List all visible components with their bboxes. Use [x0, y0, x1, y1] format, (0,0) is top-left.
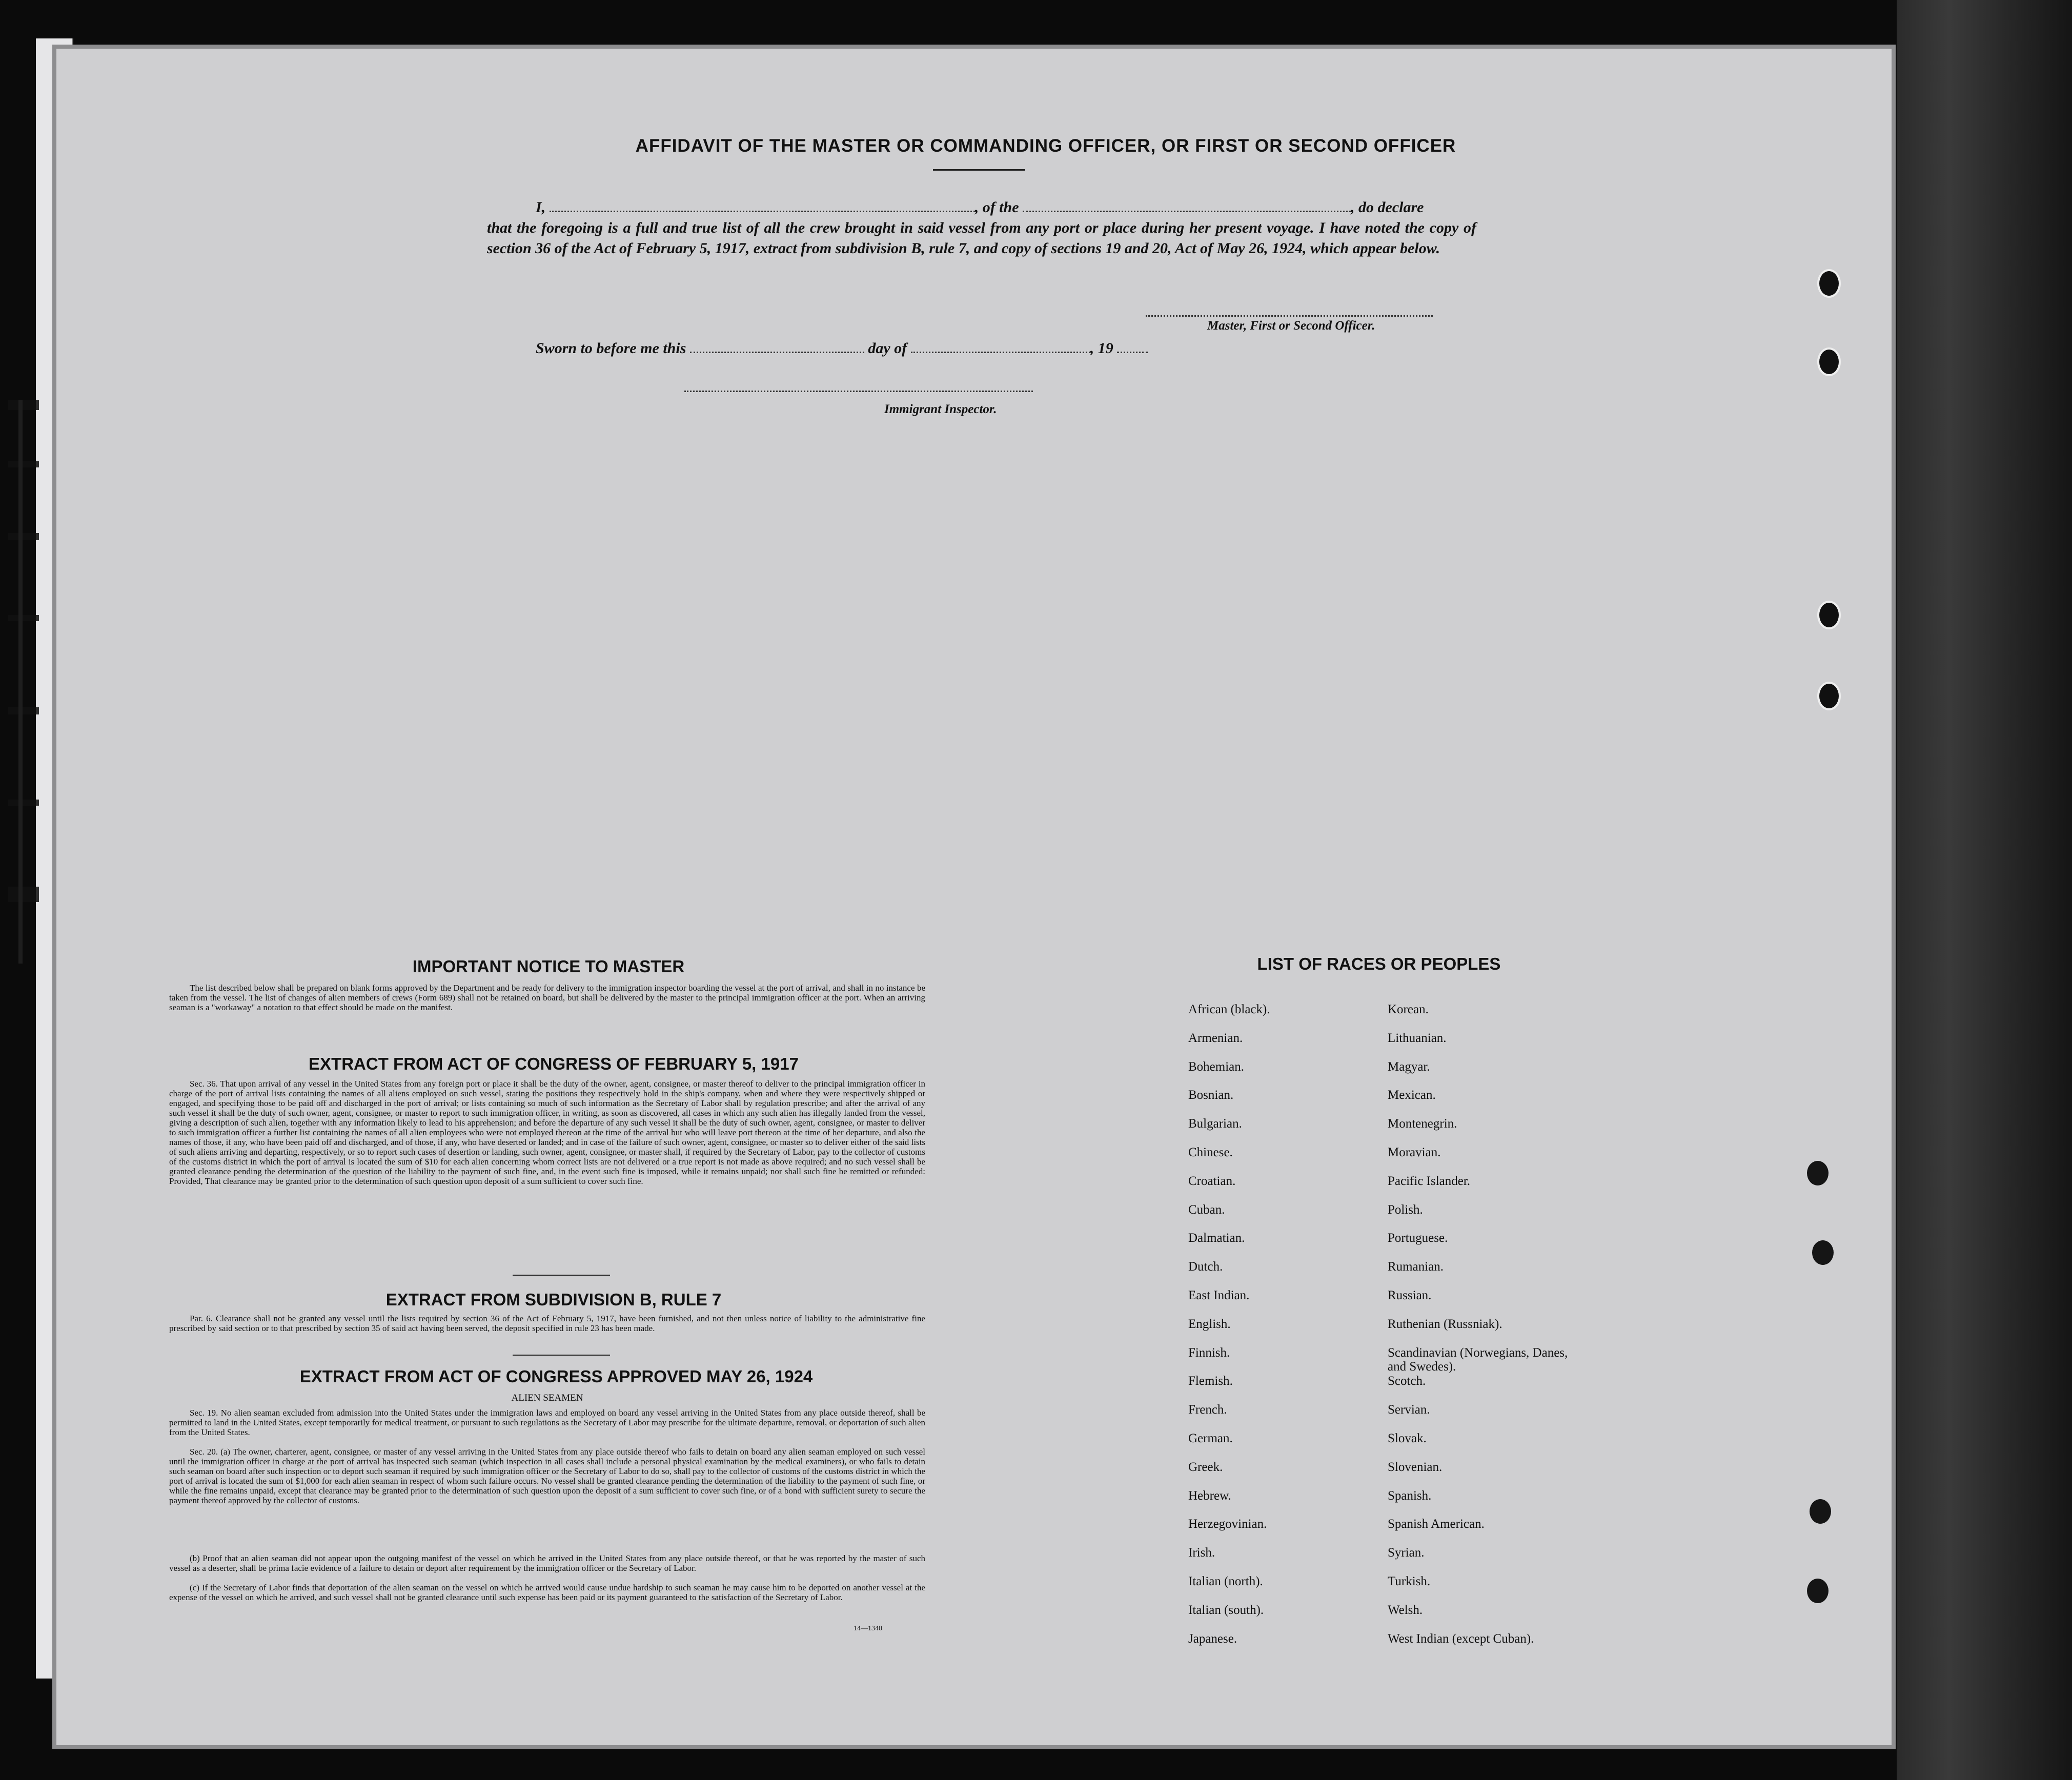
inspector-label: Immigrant Inspector. [884, 402, 997, 416]
binder-hole [1812, 1240, 1834, 1265]
sworn-year-blank [1117, 340, 1148, 353]
inspector-signature-line [684, 390, 1033, 392]
race-item: Bulgarian. [1188, 1117, 1242, 1131]
sworn-day-blank [690, 340, 864, 353]
race-item: Servian. [1388, 1403, 1430, 1417]
name-blank [550, 199, 975, 212]
race-item: French. [1188, 1403, 1227, 1417]
races-title: LIST OF RACES OR PEOPLES [1257, 954, 1501, 973]
notice-title: IMPORTANT NOTICE TO MASTER [412, 957, 685, 976]
binder-hole [1817, 682, 1841, 710]
extract-1917-text: Sec. 36. That upon arrival of any vessel in the United States from any foreign port or place it shall be the duty of the owner, agent, consignee, or master thereof to deliver to the principal immigration officer in charge of the port of arrival lists containing the names of all aliens employed on such vessel, stating the positions they respectively hold in the ship's company, when and where they were respectively shipped or engaged, and specifying those to be paid off and discharged in the port of arrival; or lists containing so much of such information as the Secretary of Labor shall by regulation prescribe; and after the arrival of any such vessel it shall be the duty of such owner, agent, consignee, or master to report to such immigration officer, in writing, as soon as discovered, all cases in which any such alien has illegally landed from the vessel, giving a description of such alien, together with any information likely to lead to his apprehension; and before the departure of any such vessel it shall be the duty of such owner, agent, consignee, or master to deliver to such immigration officer a further list containing the names of all alien employees who were not employed thereon at the time of the arrival but who will leave port thereon at the time of her departure, and also the names of those, if any, who have been paid off and discharged, and of those, if any, who have deserted or landed; and in case of the failure of such owner, agent, consignee, or master so to deliver either of the said lists of such aliens arriving and departing, respectively, or so to report such cases of desertion or landing, such owner, agent, consignee, or master shall, if required by the Secretary of Labor, pay to the collector of customs of the customs district in which the port of arrival is located the sum of $10 for each alien concerning whom correct lists are not delivered or a true report is not made as above required; and no such vessel shall be granted clearance pending the determination of the question of the liability to the payment of such fine, and, in the event such fine is imposed, while it remains unpaid; nor shall such fine be remitted or refunded: Provided, That clearance may be granted prior to the determination of such question upon deposit of a sum sufficient to cover such fine. [169, 1079, 925, 1186]
race-item: Finnish. [1188, 1345, 1230, 1360]
race-item: Spanish American. [1388, 1517, 1485, 1531]
race-item: Spanish. [1388, 1488, 1432, 1503]
race-item: Scandinavian (Norwegians, Danes, and Swedes). [1388, 1345, 1568, 1374]
race-item: Pacific Islander. [1388, 1174, 1471, 1188]
race-item: Armenian. [1188, 1031, 1243, 1045]
affidavit-i: I, [536, 199, 546, 216]
race-item: Montenegrin. [1388, 1117, 1457, 1131]
race-item: Flemish. [1188, 1374, 1233, 1388]
race-item: Chinese. [1188, 1145, 1233, 1159]
master-label: Master, First or Second Officer. [1207, 319, 1375, 333]
alien-seamen-subtitle: ALIEN SEAMEN [511, 1393, 583, 1403]
race-item: West Indian (except Cuban). [1388, 1631, 1534, 1646]
race-item: Slovenian. [1388, 1460, 1443, 1474]
race-item: Irish. [1188, 1546, 1215, 1560]
sec19-text: Sec. 19. No alien seaman excluded from admission into the United States under the immigration laws and employed on board any vessel arriving in the United States from any place outside thereof, shall be permitted to land in the United States, except temporarily for medical treatment, or pursuant to such regulations as the Secretary of Labor may prescribe for the ultimate departure, removal, or deportation of such alien from the United States. [169, 1408, 925, 1437]
affidavit-line1 [487, 197, 1476, 218]
sworn-prefix: Sworn to before me this [536, 340, 686, 357]
binder-hole [1817, 269, 1841, 298]
sworn-year: , 19 [1090, 340, 1113, 357]
form-number: 14—1340 [854, 1625, 882, 1632]
sworn-day-of: day of [868, 340, 907, 357]
race-item: German. [1188, 1431, 1233, 1445]
affidavit-body: that the foregoing is a full and true list of all the crew brought in said vessel from any port or place during her present voyage. I have noted the copy of section 36 of the Act of February 5, 1917, extract from subdivision B, rule 7, and copy of sections 19 and 20, Act of May 26, 1924, which appear below. [487, 219, 1476, 257]
race-item: Polish. [1388, 1202, 1423, 1217]
race-item: Bosnian. [1188, 1088, 1234, 1102]
binder-hole [1810, 1499, 1831, 1524]
race-item: Italian (north). [1188, 1574, 1263, 1588]
race-item: Japanese. [1188, 1631, 1237, 1646]
race-item: Mexican. [1388, 1088, 1436, 1102]
binder-hole [1807, 1161, 1829, 1185]
background-right-edge [1897, 0, 2072, 1780]
sec20b-text: (b) Proof that an alien seaman did not appear upon the outgoing manifest of the vessel on which he arrived in the United States from any place outside thereof, or that he was reported by the master of such vessel as a deserter, shall be prima facie evidence of a failure to detain or deport after requirement by the immigration officer or the Secretary of Labor. [169, 1553, 925, 1573]
race-item: Italian (south). [1188, 1603, 1264, 1617]
affidavit-text [487, 197, 1476, 259]
subdivision-text: Par. 6. Clearance shall not be granted any vessel until the lists required by section 36 of the Act of February 5, 1917, have been furnished, and not then unless notice of liability to the administrative fine prescribed by said section or to that prescribed by section 35 of said act having been served, the deposit specified in rule 23 has been made. [169, 1314, 925, 1333]
race-item: Magyar. [1388, 1059, 1430, 1074]
binder-hole [1817, 601, 1841, 629]
race-item: English. [1188, 1317, 1231, 1331]
race-item: Rumanian. [1388, 1260, 1444, 1274]
side-marks-graphic [3, 400, 44, 964]
subdivision-title: EXTRACT FROM SUBDIVISION B, RULE 7 [385, 1290, 722, 1309]
race-item: Welsh. [1388, 1603, 1423, 1617]
binder-hole [1807, 1579, 1829, 1603]
race-item: East Indian. [1188, 1288, 1250, 1302]
side-handwriting [15, 400, 56, 964]
race-item: Lithuanian. [1388, 1031, 1447, 1045]
race-item: Moravian. [1388, 1145, 1441, 1159]
race-item: Portuguese. [1388, 1231, 1448, 1245]
master-signature-line [1146, 314, 1433, 317]
extract-1924-title: EXTRACT FROM ACT OF CONGRESS APPROVED MAY 26, 1924 [299, 1367, 813, 1386]
race-item: Hebrew. [1188, 1488, 1231, 1503]
race-item: Syrian. [1388, 1546, 1425, 1560]
race-item: Russian. [1388, 1288, 1432, 1302]
sworn-month-blank [911, 340, 1090, 353]
sec20a-text: Sec. 20. (a) The owner, charterer, agent, consignee, or master of any vessel arriving in the United States from any place outside thereof who fails to detain on board any alien seaman employed on such vessel until the immigration officer in charge at the port of arrival has inspected such seaman (which inspection in all cases shall include a personal physical examination by the medical examiners), or who fails to detain such seaman on board after such inspection or to deport such seaman if required by such immigration officer or the Secretary of Labor to do so, shall pay to the collector of customs of the customs district in which the port of arrival is located the sum of $1,000 for each alien seaman in respect of whom such failure occurs. No vessel shall be granted clearance pending the determination of the liability to the payment of such fine, or while the fine remains unpaid, except that clearance may be granted prior to the determination of such question upon the deposit of a sum sufficient to cover such fine, or of a bond with sufficient surety to secure the payment thereof approved by the collector of customs. [169, 1447, 925, 1505]
race-item: Dalmatian. [1188, 1231, 1245, 1245]
affidavit-do-declare: , do declare [1351, 199, 1424, 216]
race-item: Greek. [1188, 1460, 1223, 1474]
sworn-line [536, 340, 1148, 357]
race-item: Cuban. [1188, 1202, 1225, 1217]
vessel-blank [1023, 199, 1351, 212]
title-rule [933, 169, 1025, 171]
rule-2 [513, 1355, 610, 1356]
race-item: Ruthenian (Russniak). [1388, 1317, 1502, 1331]
sec20c-text: (c) If the Secretary of Labor finds that deportation of the alien seaman on the vessel on which he arrived would cause undue hardship to such seaman he may cause him to be deported on another vessel at the expense of the vessel on which he arrived, and such vessel shall not be granted clearance until such expense has been paid or its payment guaranteed to the satisfaction of the Secretary of Labor. [169, 1583, 925, 1602]
rule-1 [513, 1275, 610, 1276]
race-item: Dutch. [1188, 1260, 1223, 1274]
race-item: Turkish. [1388, 1574, 1431, 1588]
notice-text: The list described below shall be prepared on blank forms approved by the Department and be ready for delivery to the immigration inspector boarding the vessel at the port of arrival, and shall in no instance be taken from the vessel. The list of changes of alien members of crews (Form 689) shall not be retained on board, but shall be delivered by the master to the principal immigration officer at the port. When an arriving seaman is a "workaway" a notation to that effect should be made on the manifest. [169, 983, 925, 1012]
extract-1917-title: EXTRACT FROM ACT OF CONGRESS OF FEBRUARY 5, 1917 [309, 1054, 799, 1073]
binder-hole [1817, 347, 1841, 376]
race-item: Bohemian. [1188, 1059, 1245, 1074]
affidavit-of-the: , of the [974, 199, 1019, 216]
race-item: Korean. [1388, 1002, 1429, 1016]
affidavit-title: AFFIDAVIT OF THE MASTER OR COMMANDING OFFICER, OR FIRST OR SECOND OFFICER [635, 136, 1456, 156]
race-item: Slovak. [1388, 1431, 1427, 1445]
race-item: African (black). [1188, 1002, 1270, 1016]
race-item: Scotch. [1388, 1374, 1426, 1388]
race-item: Croatian. [1188, 1174, 1236, 1188]
race-item: Herzegovinian. [1188, 1517, 1267, 1531]
